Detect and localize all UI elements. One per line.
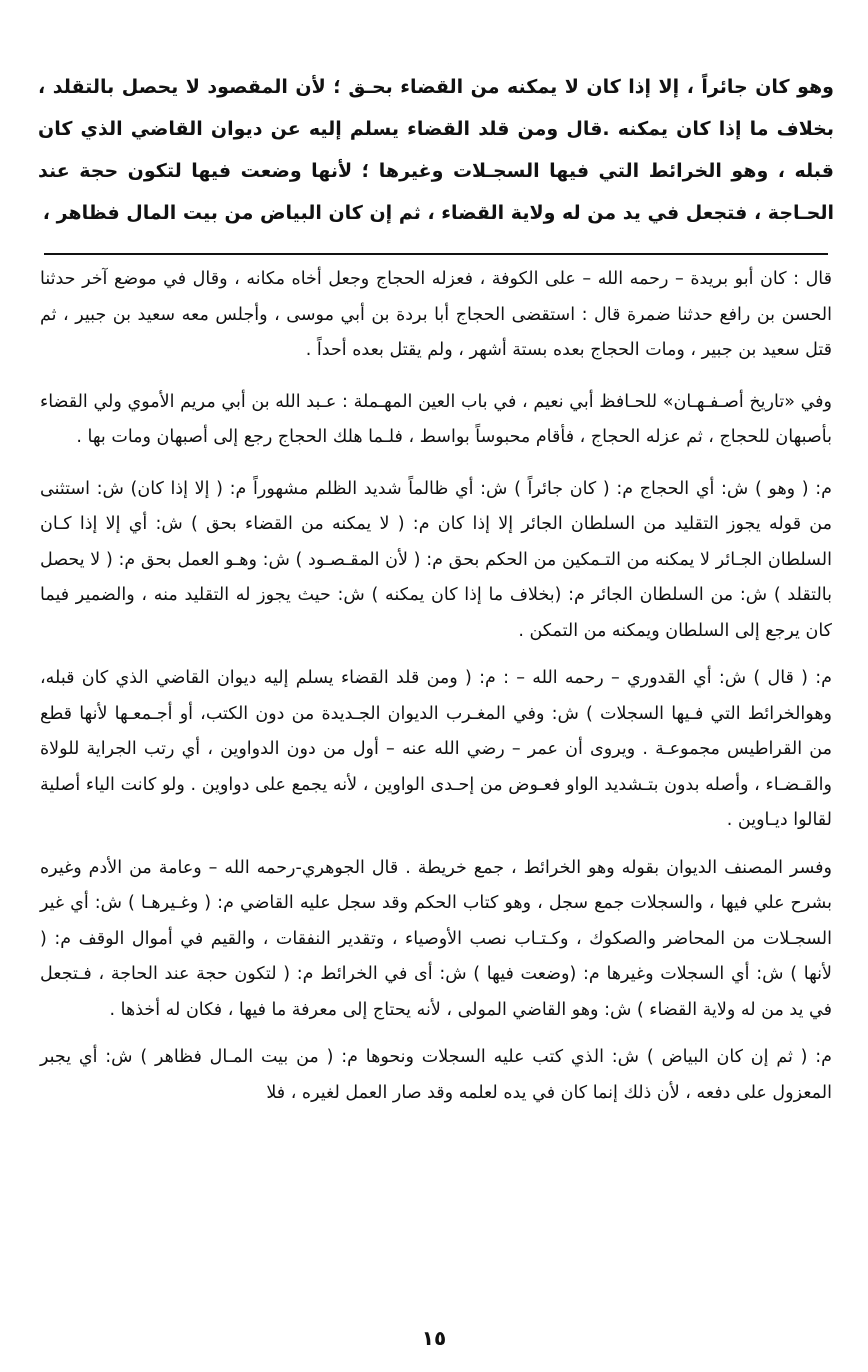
commentary-paragraph-2: وفي «تاريخ أصـفـهـان» للحـافظ أبي نعيم ، في باب العين المهـملة : عـبد الله بن أبي مريم الأموي ولي القضاء بأصبهان للحجاج ، ثم عزله الحجاج ، فأقام محبوساً بواسط ، فلـما هلك الحجاج رجع إلى أصبهان ومات بها . [40, 391, 832, 447]
commentary-paragraph-1: قال : كان أبو بريدة – رحمه الله – على الكوفة ، فعزله الحجاج وجعل أخاه مكانه ، وقال في موضع آخر حدثنا الحسن بن رافع حدثنا ضمرة قال : استقضى الحجاج أبا بردة بن أبي موسى ، وأجلس معه سعيد بن جبير ، ثم قتل سعيد بن جبير ، ومات الحجاج بعده بستة أشهر ، ولم يقتل بعده أحداً . [40, 269, 832, 360]
commentary-paragraph-3: م: ( وهو ) ش: أي الحجاج م: ( كان جائراً ) ش: أي ظالماً شديد الظلم مشهوراً م: ( إلا إذا كان) ش: استثنى من قوله يجوز التقليد من السلطان الجائر إلا إذا كان م: ( لا يمكنه من القضاء بحق ) ش: أي إلا إذا كـان السلطان الجـائر لا يمكنه من التـمكين من الحكم بحق م: ( لأن المقـصـود ) ش: وهـو العمل بحق م: ( لا يحصل بالتقلد ) ش: من السلطان الجائر م: (بخلاف ما إذا كان يمكنه ) ش: حيث يجوز له التقليد منه ، والضمير فيما كان يرجع إلى السلطان ويمكنه من التمكن . [40, 478, 832, 641]
commentary-paragraph-4: م: ( قال ) ش: أي القدوري – رحمه الله – : م: ( ومن قلد القضاء يسلم إليه ديوان القاضي الذي كان قبله، وهوالخرائط التي فـيها السجلات ) ش: وفي المغـرب الديوان الجـديدة من دون الكتب، أو أجـمعـها لأنها قطع من القراطيس مجموعـة . ويروى أن عمر – رضي الله عنه – أول من دون الدواوين ، أي رتب الجراية للولاة والقـضـاء ، وأصله بدون بتـشديد الواو فعـوض من إحـدى الواوين ، لأنه يجمع على دواوين . ولو كانت الياء أصلية لقالوا ديـاوين . [40, 668, 832, 830]
main-text-block [38, 66, 834, 234]
page-number: ١٥ [421, 1326, 447, 1350]
commentary-block [40, 262, 832, 1127]
main-paragraph: وهو كان جائراً ، إلا إذا كان لا يمكنه من القضاء بحـق ؛ لأن المقصود لا يحصل بالتقلد ، بخلاف ما إذا كان يمكنه .قال ومن قلد القضاء يسلم إليه عن ديوان القاضي الذي كان قبله ، وهو الخرائط التي فيها السجـلات وغيرها ؛ لأنها وضعت فيها لتكون حجة عند الحـاجة ، فتجعل في يد من له ولاية القضاء ، ثم إن كان البياض من بيت المال فظاهر ، [38, 76, 834, 224]
commentary-paragraph-5: وفسر المصنف الديوان بقوله وهو الخرائط ، جمع خريطة . قال الجوهري-رحمه الله – وعامة من الأدم وغيره بشرح علي فيها ، والسجلات جمع سجل ، وهو كتاب الحكم وقد سجل عليه القاضي م: ( وغـيرهـا ) ش: أي غير السجـلات من المحاضر والصكوك ، وكـتـاب نصب الأوصياء ، وتقدير النفقات ، والقيم في أموال الوقف م: ( لأنها ) ش: أي السجلات وغيرها م: (وضعت فيها ) ش: أى في الخرائط م: ( لتكون حجة عند الحاجة ، فـتجعل في يد من له ولاية القضاء ) ش: وهو القاضي المولى ، لأنه يحتاج إلى معرفة ما فيها ، فكان له أخذها . [40, 857, 832, 1020]
commentary-paragraph-6: م: ( ثم إن كان البياض ) ش: الذي كتب عليه السجلات ونحوها م: ( من بيت المـال فظاهر ) ش: أي يجبر المعزول على دفعه ، لأن ذلك إنما كان في يده لعلمه وقد صار العمل لغيره ، فلا [40, 1047, 832, 1103]
separator-rule [44, 253, 828, 255]
